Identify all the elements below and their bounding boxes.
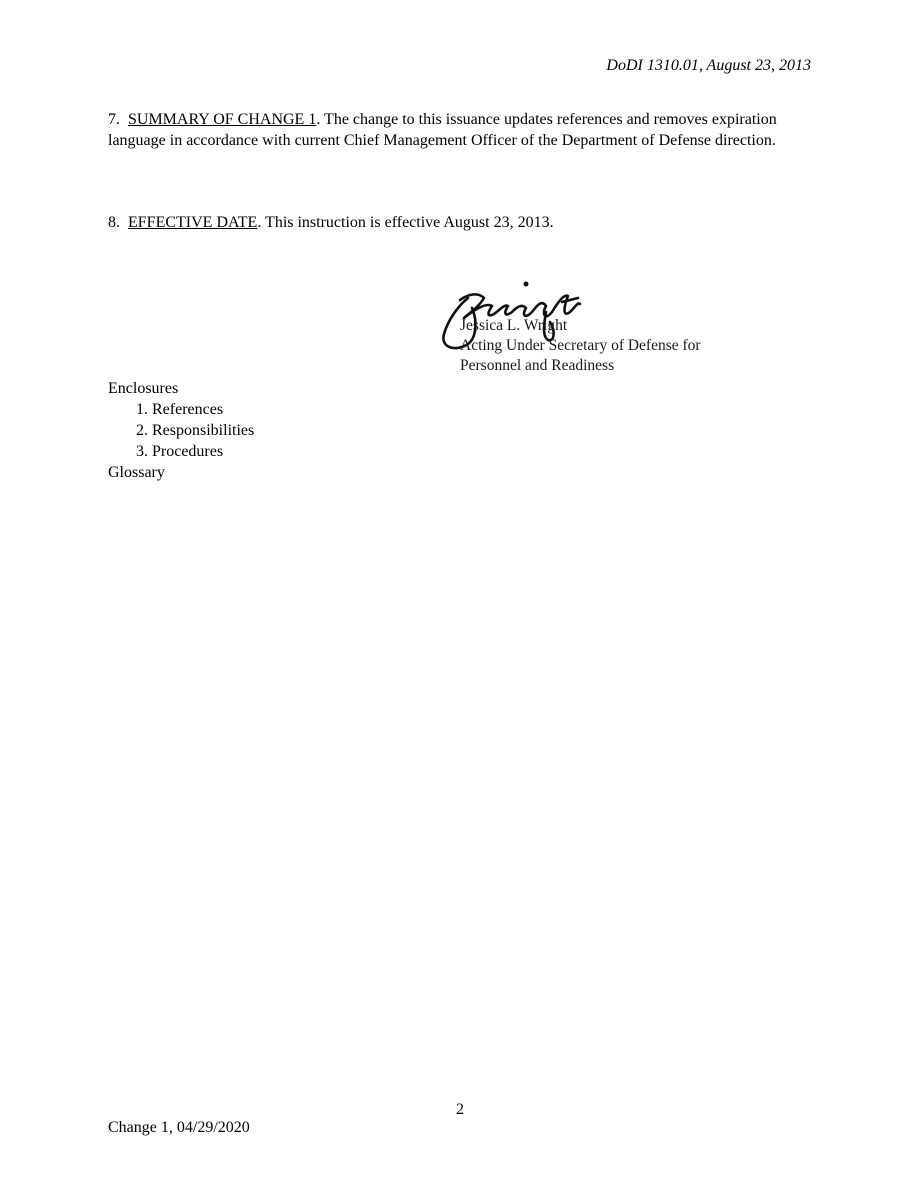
- section-body: . The change to this issuance updates references and removes expiration language in accordance with current Chief Management Officer of the Department of Defense direction.: [108, 111, 777, 149]
- signer-title-line2: Personnel and Readiness: [460, 357, 615, 374]
- section-summary-of-change: [108, 109, 818, 151]
- section-number: 8.: [108, 214, 120, 231]
- enclosures-label: Enclosures: [108, 380, 179, 397]
- page-number: 2: [456, 1101, 464, 1118]
- signer-name: Jessica L. Wright: [460, 317, 568, 334]
- signature-block: [438, 278, 778, 378]
- glossary-label: Glossary: [108, 464, 165, 481]
- section-body: . This instruction is effective August 23, 2013.: [257, 214, 554, 231]
- enclosures-section: [108, 378, 254, 483]
- section-number: 7.: [108, 111, 120, 128]
- document-reference-header: DoDI 1310.01, August 23, 2013: [606, 57, 811, 74]
- change-note-footer: Change 1, 04/29/2020: [108, 1119, 250, 1136]
- list-item: 1. References: [136, 401, 224, 418]
- section-heading: EFFECTIVE DATE: [128, 214, 258, 231]
- list-item: 3. Procedures: [136, 443, 224, 460]
- enclosures-list: [108, 399, 254, 462]
- signer-title-line1: Acting Under Secretary of Defense for: [460, 337, 701, 354]
- section-heading: SUMMARY OF CHANGE 1: [128, 111, 317, 128]
- section-effective-date: [108, 212, 818, 233]
- list-item: 2. Responsibilities: [136, 422, 255, 439]
